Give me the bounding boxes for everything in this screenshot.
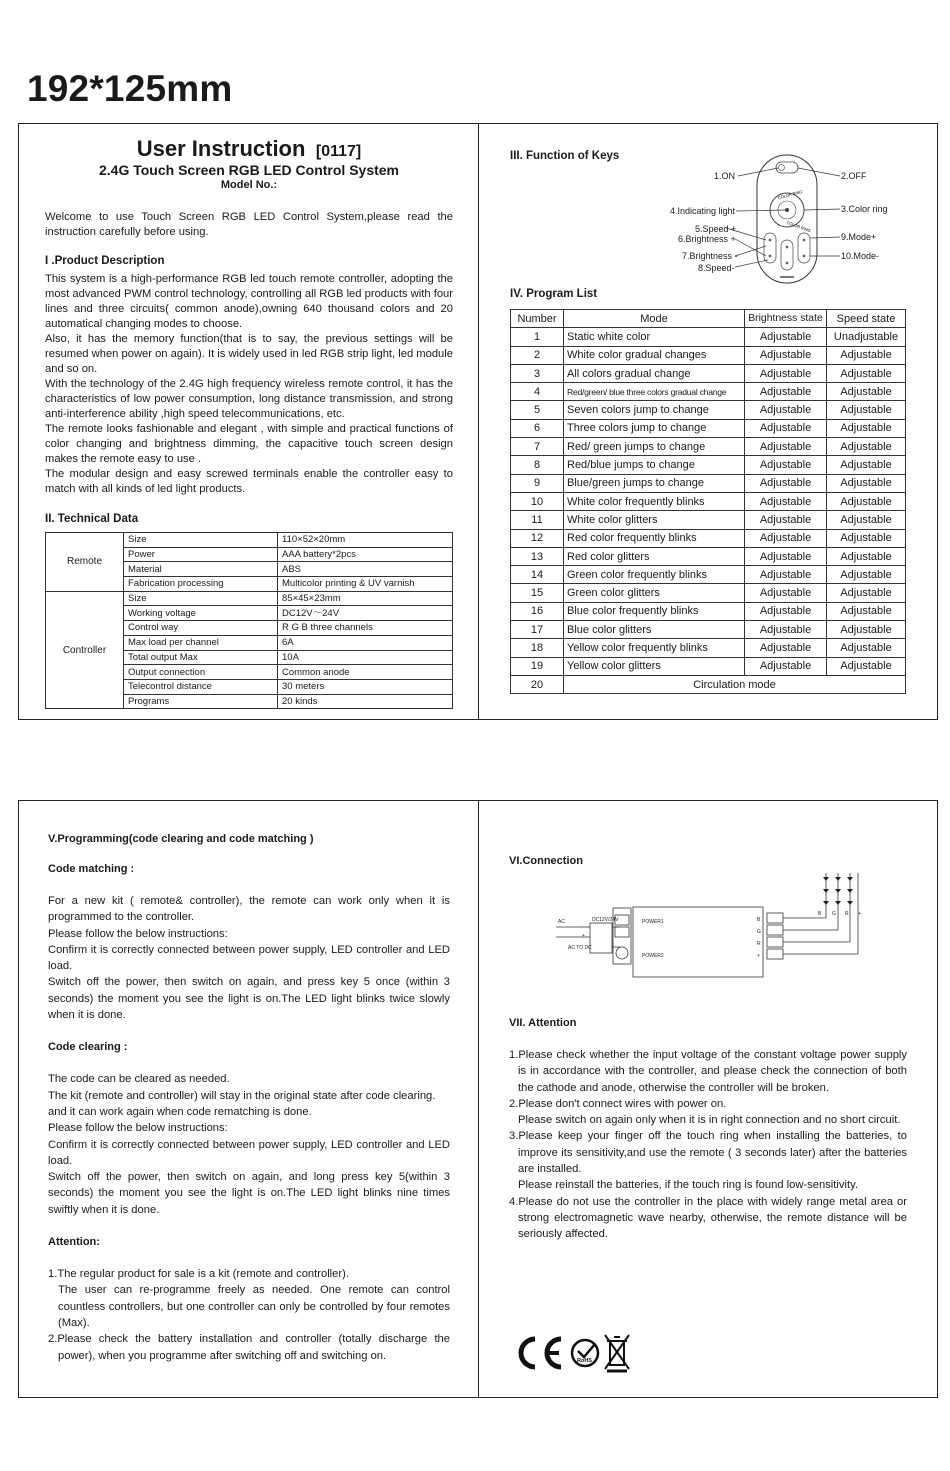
table-cell: Output connection — [124, 665, 278, 680]
table-cell: 10A — [278, 650, 453, 665]
program-list-body — [511, 328, 906, 676]
table-row — [511, 602, 906, 620]
table-cell: Multicolor printing & UV varnish — [278, 577, 453, 592]
table-cell: Telecontrol distance — [124, 679, 278, 694]
section-1-body — [45, 272, 453, 497]
list-item: 1.The regular product for sale is a kit (remote and controller). — [48, 1268, 349, 1281]
technical-data-table — [45, 532, 453, 709]
strip-plus-label: + — [858, 911, 861, 917]
table-cell: AAA battery*2pcs — [278, 547, 453, 562]
controller-input-port — [616, 947, 628, 959]
key-label-off: 2.OFF — [841, 171, 867, 181]
attention-body — [48, 1266, 450, 1364]
attention-list — [509, 1047, 907, 1243]
table-cell: Adjustable — [745, 657, 827, 675]
column-header: Mode — [564, 310, 745, 328]
table-cell: Adjustable — [827, 602, 906, 620]
paragraph: With the technology of the 2.4G high frequency wireless remote control, it has the characteristics of low power consumption, long distance transmission, and strong anti-interference ability ,high speed telecommunications, etc. — [45, 378, 453, 420]
key-label-speed-plus: 5.Speed + — [695, 224, 737, 234]
table-cell: Adjustable — [745, 511, 827, 529]
table-cell: Adjustable — [827, 529, 906, 547]
doc-title: User Instruction — [136, 136, 306, 161]
connection-heading: VI.Connection — [509, 855, 583, 867]
table-cell: 8 — [511, 456, 564, 474]
output-b-label: B — [757, 917, 761, 923]
code-matching-heading: Code matching : — [48, 863, 135, 875]
table-cell: Red/blue jumps to change — [564, 456, 745, 474]
table-row — [511, 474, 906, 492]
table-cell: Unadjustable — [827, 328, 906, 346]
doc-subtitle: 2.4G Touch Screen RGB LED Control System — [98, 162, 400, 178]
key-dot — [786, 262, 789, 265]
table-cell: 20 kinds — [278, 694, 453, 709]
table-cell: 110×52×20mm — [278, 533, 453, 548]
section-2-heading: II. Technical Data — [45, 513, 139, 525]
table-cell: Material — [124, 562, 278, 577]
table-cell: Adjustable — [827, 657, 906, 675]
list-item: Please reinstall the batteries, if the touch ring is found low-sensitivity. — [518, 1179, 858, 1192]
table-cell: Programs — [124, 694, 278, 709]
output-terminal — [767, 913, 783, 923]
key-label-mode-minus: 10.Mode- — [841, 251, 880, 261]
table-cell: Adjustable — [827, 511, 906, 529]
table-row — [511, 529, 906, 547]
list-item: 4.Please do not use the controller in the place with widely range metal area or strong electromagnetic wave nearby, otherwise, the remote distance will be seriously affected. — [509, 1195, 907, 1241]
table-cell: Power — [124, 547, 278, 562]
table-row — [511, 438, 906, 456]
table-cell: Adjustable — [827, 492, 906, 510]
certification-marks — [515, 1333, 645, 1375]
table-cell: Adjustable — [745, 492, 827, 510]
table-cell: Max load per channel — [124, 635, 278, 650]
header-block — [45, 136, 453, 193]
group-label: Controller — [46, 591, 124, 709]
ac-label: AC — [558, 919, 565, 925]
mode-key-center — [781, 240, 793, 270]
programming-heading: V.Programming(code clearing and code matching ) — [48, 833, 314, 845]
table-cell: Adjustable — [827, 401, 906, 419]
table-cell: Adjustable — [745, 401, 827, 419]
weee-bin-icon — [605, 1335, 629, 1371]
table-cell: Adjustable — [745, 328, 827, 346]
power2-label: POWER2 — [642, 953, 664, 959]
table-cell: Adjustable — [827, 419, 906, 437]
table-cell: Static white color — [564, 328, 745, 346]
table-cell: 5 — [511, 401, 564, 419]
table-cell: 12 — [511, 529, 564, 547]
column-header: Number — [511, 310, 564, 328]
table-cell: 13 — [511, 547, 564, 565]
key-label-color-ring: 3.Color ring — [841, 204, 888, 214]
table-cell: Yellow color glitters — [564, 657, 745, 675]
table-cell: Red/green/ blue three colors gradual change — [564, 383, 745, 401]
table-cell: Yellow color frequently blinks — [564, 639, 745, 657]
table-cell: Adjustable — [827, 621, 906, 639]
paragraph: Also, it has the memory function(that is to say, the previous settings will be resumed when power on again). It is widely used in led RGB strip light, led module and so on. — [45, 333, 453, 375]
output-terminal — [767, 949, 783, 959]
table-cell: Green color frequently blinks — [564, 566, 745, 584]
table-row — [46, 533, 453, 548]
table-cell: Fabrication processing — [124, 577, 278, 592]
dc-label: DC12V/24V — [592, 917, 619, 923]
remote-logo — [780, 276, 794, 278]
section-4-heading: IV. Program List — [510, 288, 598, 300]
welcome-text: Welcome to use Touch Screen RGB LED Control System,please read the instruction carefully before using. — [45, 211, 453, 238]
table-cell: Adjustable — [745, 364, 827, 382]
page-size-title: 192*125mm — [27, 68, 233, 109]
table-cell: Red color frequently blinks — [564, 529, 745, 547]
key-label-speed-minus: 8.Speed- — [698, 263, 735, 273]
table-cell: Adjustable — [745, 529, 827, 547]
paragraph: Switch off the power, then switch on again, and long press key 5(within 3 seconds) the moment you see the light is on.The LED light blinks nine times swiftly when it is done. — [48, 1171, 450, 1216]
table-cell: Control way — [124, 621, 278, 636]
indicating-light — [785, 208, 789, 212]
table-cell: R G B three channels — [278, 621, 453, 636]
table-row — [511, 401, 906, 419]
section-3-heading: III. Function of Keys — [510, 150, 620, 162]
table-row — [511, 584, 906, 602]
power-supply-terminal — [590, 923, 612, 953]
table-cell: Size — [124, 533, 278, 548]
table-cell: DC12V～24V — [278, 606, 453, 621]
table-cell: Adjustable — [745, 602, 827, 620]
minus-label: - — [582, 924, 584, 930]
table-cell: Adjustable — [827, 346, 906, 364]
table-cell: Adjustable — [745, 438, 827, 456]
table-cell: 18 — [511, 639, 564, 657]
table-cell: 85×45×23mm — [278, 591, 453, 606]
output-terminal — [767, 937, 783, 947]
panel-4-attention — [509, 1017, 907, 1243]
table-cell: Adjustable — [745, 419, 827, 437]
paragraph: Confirm it is correctly connected between power supply, LED controller and LED load. — [48, 943, 450, 973]
mode-key-right — [798, 233, 810, 263]
paragraph: The remote looks fashionable and elegant , with simple and practical functions of color changing and brightness dimming, the capacitive touch screen design makes the remote easy to use . — [45, 423, 453, 465]
table-cell: Adjustable — [827, 584, 906, 602]
key-dot — [803, 255, 806, 258]
table-cell: Adjustable — [745, 566, 827, 584]
table-cell: Green color glitters — [564, 584, 745, 602]
list-item: 1.Please check whether the input voltage of the constant voltage power supply is in accordance with the controller, and please check the connection of both the cathode and anode, otherwise the controller will be broken. — [509, 1049, 907, 1094]
table-row — [511, 364, 906, 382]
ce-mark-icon — [521, 1339, 561, 1367]
key-dot — [803, 239, 806, 242]
table-cell: Seven colors jump to change — [564, 401, 745, 419]
output-r-label: R — [757, 941, 761, 947]
key-label-indicating-light: 4.Indicating light — [670, 206, 736, 216]
table-cell: 20 — [511, 675, 564, 693]
ring-text-top: COLOR RING — [777, 188, 804, 201]
table-row — [46, 591, 453, 606]
table-row — [511, 566, 906, 584]
table-cell: Adjustable — [827, 364, 906, 382]
paragraph: Please follow the below instructions: — [48, 1122, 228, 1135]
table-cell: 15 — [511, 584, 564, 602]
table-cell: Total output Max — [124, 650, 278, 665]
table-row — [511, 621, 906, 639]
table-row — [511, 346, 906, 364]
table-header-row — [511, 310, 906, 328]
table-cell: Blue color glitters — [564, 621, 745, 639]
table-cell: White color gradual changes — [564, 346, 745, 364]
rohs-text: RoHS — [577, 1358, 592, 1364]
table-cell: 2 — [511, 346, 564, 364]
table-cell: Common anode — [278, 665, 453, 680]
table-cell: Adjustable — [745, 456, 827, 474]
table-cell: Circulation mode — [564, 675, 906, 693]
column-header: Brightness state — [745, 310, 827, 328]
table-cell: 14 — [511, 566, 564, 584]
table-cell: Red/ green jumps to change — [564, 438, 745, 456]
table-row — [511, 657, 906, 675]
table-row — [511, 456, 906, 474]
attention-heading: Attention: — [48, 1236, 100, 1249]
table-cell: Adjustable — [827, 547, 906, 565]
ring-text-bottom: COLOR RING — [785, 219, 812, 234]
table-cell: 3 — [511, 364, 564, 382]
key-label-on: 1.ON — [714, 171, 736, 181]
table-row — [511, 328, 906, 346]
bottom-sheet-divider — [478, 800, 479, 1398]
strip-r-label: R — [845, 911, 849, 917]
table-cell: 30 meters — [278, 679, 453, 694]
table-cell: Adjustable — [827, 383, 906, 401]
output-plus-label: + — [757, 953, 760, 959]
acdc-label: AC TO DC — [568, 945, 592, 951]
table-cell: Working voltage — [124, 606, 278, 621]
group-label: Remote — [46, 533, 124, 592]
table-cell: 11 — [511, 511, 564, 529]
program-list-table — [510, 309, 906, 694]
table-cell: Blue color frequently blinks — [564, 602, 745, 620]
list-item: 2.Please check the battery installation and controller (totally discharge the power), when you programme after switching off and switching on. — [48, 1333, 450, 1362]
table-row — [511, 383, 906, 401]
list-item: 2.Please don't connect wires with power on. — [509, 1097, 727, 1110]
table-cell: White color glitters — [564, 511, 745, 529]
strip-g-label: G — [832, 911, 836, 917]
list-item: 3.Please keep your finger off the touch ring when installing the batteries, to improve its sensitivity,and use the remote ( 3 seconds later) after the batteries are installed. — [509, 1130, 907, 1176]
doc-code: [0117] — [315, 143, 362, 160]
key-label-brightness-minus: 7.Brightness - — [682, 251, 738, 261]
table-cell: 6 — [511, 419, 564, 437]
table-cell: 1 — [511, 328, 564, 346]
table-cell: 17 — [511, 621, 564, 639]
table-cell: Red color glitters — [564, 547, 745, 565]
paragraph: Please follow the below instructions: — [48, 927, 228, 940]
table-cell: Adjustable — [827, 438, 906, 456]
table-cell: Adjustable — [745, 639, 827, 657]
table-cell: 16 — [511, 602, 564, 620]
table-cell: Adjustable — [745, 621, 827, 639]
code-clearing-body — [48, 1071, 450, 1218]
paragraph: The kit (remote and controller) will stay in the original state after code clearing. and it can work again when code rematching is done. — [48, 1089, 436, 1118]
table-row — [511, 419, 906, 437]
table-cell: Three colors jump to change — [564, 419, 745, 437]
on-off-key — [776, 162, 798, 173]
table-cell: Adjustable — [745, 474, 827, 492]
table-cell: Adjustable — [745, 383, 827, 401]
table-cell: 7 — [511, 438, 564, 456]
table-cell: Adjustable — [827, 456, 906, 474]
table-row — [511, 675, 906, 693]
rohs-icon — [572, 1340, 598, 1366]
connection-diagram — [550, 865, 870, 980]
table-cell: Adjustable — [827, 566, 906, 584]
table-row — [511, 492, 906, 510]
code-clearing-heading: Code clearing : — [48, 1041, 128, 1054]
key-label-brightness-plus: 6.Brightness + — [678, 234, 736, 244]
paragraph: Confirm it is correctly connected between power supply, LED controller and LED load. — [48, 1138, 450, 1167]
strip-b-label: B — [818, 911, 822, 917]
key-dot — [786, 246, 789, 249]
output-g-label: G — [757, 929, 761, 935]
table-cell: Adjustable — [745, 346, 827, 364]
plus-label: + — [582, 933, 585, 939]
table-cell: 6A — [278, 635, 453, 650]
table-cell: Adjustable — [827, 639, 906, 657]
callout-lines — [726, 168, 840, 267]
table-cell: Adjustable — [745, 584, 827, 602]
table-cell: Adjustable — [827, 474, 906, 492]
table-row — [511, 639, 906, 657]
table-cell: 10 — [511, 492, 564, 510]
table-cell: 4 — [511, 383, 564, 401]
key-dot — [769, 255, 772, 258]
list-item: Please switch on again only when it is in right connection and no short circuit. — [518, 1114, 901, 1127]
controller-input-terminal — [615, 927, 629, 937]
table-cell: All colors gradual change — [564, 364, 745, 382]
panel-3 — [48, 833, 450, 1364]
table-cell: 19 — [511, 657, 564, 675]
top-sheet-divider — [478, 123, 479, 720]
table-cell: White color frequently blinks — [564, 492, 745, 510]
on-key — [779, 165, 785, 171]
key-label-mode-plus: 9.Mode+ — [841, 232, 877, 242]
panel-1 — [45, 136, 453, 709]
code-matching-body — [48, 893, 450, 1023]
key-dot — [769, 239, 772, 242]
attention-heading-7: VII. Attention — [509, 1017, 577, 1029]
controller-body — [633, 907, 763, 977]
section-1-heading: I .Product Description — [45, 255, 165, 267]
table-row — [511, 547, 906, 565]
table-cell: Adjustable — [745, 547, 827, 565]
table-cell: Size — [124, 591, 278, 606]
paragraph: This system is a high-performance RGB led touch remote controller, adopting the most advanced PWM control technology, controlling all RGB led products with four lines and three circuits( common anode),owning 640 thousand colors and 20 automatical changing modes to choose. — [45, 273, 453, 330]
power1-label: POWER1 — [642, 919, 664, 925]
table-row — [511, 511, 906, 529]
panel-2 — [510, 150, 910, 710]
column-header: Speed state — [827, 310, 906, 328]
paragraph: The modular design and easy screwed terminals enable the controller easy to match with all kinds of led light products. — [45, 468, 453, 495]
table-cell: Blue/green jumps to change — [564, 474, 745, 492]
paragraph: The code can be cleared as needed. — [48, 1073, 230, 1086]
speed-brightness-key-left — [764, 233, 776, 263]
table-cell: 9 — [511, 474, 564, 492]
table-cell: ABS — [278, 562, 453, 577]
paragraph: Switch off the power, then switch on again, and press key 5 once (within 3 seconds) the moment you see the light is on.The LED light blinks twice slowly when it is done. — [48, 976, 450, 1022]
paragraph: For a new kit ( remote& controller), the remote can work only when it is programmed to the controller. — [48, 895, 450, 924]
model-number: Model No.: — [220, 179, 278, 191]
output-terminal — [767, 925, 783, 935]
list-item: The user can re-programme freely as needed. One remote can control countless controllers, but one controller can only be controlled by four remotes (Max). — [58, 1284, 450, 1329]
